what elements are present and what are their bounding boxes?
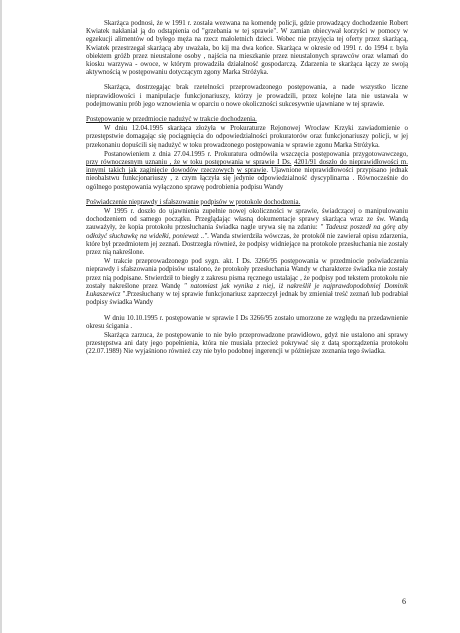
scan-edge bbox=[0, 0, 2, 633]
underlined-text: przy równoczesnym uznaniu , że w toku postępowania w sprawie I Ds. bbox=[86, 159, 292, 167]
text-line: działalność gospodarczą. Zdarzenia te skarżąca łączy ze swoją aktywnością w postępowaniu bbox=[86, 61, 409, 77]
paragraph-refusal-decision bbox=[86, 151, 408, 192]
page-number: 6 bbox=[402, 597, 406, 606]
text-line: sprawy skarżąca wraz ze św. Wandą bbox=[299, 216, 409, 224]
text-line: pokrywać się z datą sporządzenia protokołu (22.07.1989) Nie wyjaśniono również czy nie bbox=[86, 340, 408, 356]
text-line: przedmiocie poświadczenia nieprawdy i sfałszowania podpisów ustalono, że protokoły bbox=[86, 258, 408, 274]
text-line: nie zawierał opisu zdarzenia, które był przedmiotem jej zeznań. Dostrzegła również, że bbox=[86, 232, 408, 248]
underlined-text: w sprawie bbox=[236, 167, 267, 175]
text-line: w charakterze świadka nie zostały przez nią podpisane. bbox=[86, 266, 408, 282]
text-line: 1994 r. była obiektem gróźb przez nieustalone osoby , najścia na mieszkanie przez bbox=[86, 44, 408, 60]
text-line: ".Przesłuchany w tej sprawie funkcjonariusz bbox=[122, 291, 247, 299]
text-line: względu na przedawnienie okresu ścigania . bbox=[86, 314, 408, 330]
section-heading-abuses: Postępowanie w przedmiocie nadużyć w trakcie dochodzenia. bbox=[86, 116, 257, 124]
text-line: W trakcie przeprowadzonego pod sygn. akt. I Ds. 3266/95 postępowania w bbox=[104, 258, 327, 266]
text-line: W dniu 12.04.1995 skarżąca złożyła w Prokuraturze Rejonowej Wrocław Krzyki bbox=[104, 125, 354, 133]
quoted-text: " Tadeusz poszedł na górę aby odłożyć bbox=[86, 224, 408, 240]
text-line: . Wanda bbox=[207, 232, 230, 240]
text-line: zawiadomienie o przestępstwie domagając się pociągnięcia do odpowiedzialności bbox=[86, 125, 408, 141]
text-line: przestrzegał skarżącą aby uważała, bo kij ma dwa końce. Skarżąca w okresie od 1991 r. do bbox=[111, 44, 372, 52]
text-line: stwierdziła wówczas, że protokół bbox=[231, 232, 325, 240]
paragraph-discontinuation bbox=[86, 315, 408, 331]
text-line: przez kolejne lata nie ustawała w podejmowaniu prób jego wznowienia w oparciu o nowe bbox=[86, 92, 408, 108]
text-line: W 1995 r. doszło do ujawnienia zupełnie nowej okoliczności w sprawie, świadczącej bbox=[104, 208, 356, 216]
text-line: . Ujawnione nieprawidłowości przypisano jednak nieobalstwu funkcjonariuszy , z bbox=[86, 167, 408, 183]
paragraph-reopening-attempts bbox=[86, 84, 408, 109]
text-line: zauważyły, że kopia protokołu bbox=[86, 224, 173, 232]
document-body bbox=[86, 20, 408, 364]
text-line: ustalono ani sprawy przestępstwa ani daty jego popełnienia, która nie musiała przecież bbox=[86, 331, 408, 348]
text-line: Postanowieniem z dnia 27.04.1995 r. Prokuratura odmówiła wszczęcia postępowania bbox=[104, 150, 350, 158]
paragraph-forgery-proceedings bbox=[86, 258, 408, 307]
text-line: dotyczącym zgony Marka Stróżyka. bbox=[168, 69, 269, 77]
text-line: czym łączyła się jedynie odpowiedzialność dyscyplinarna . Równocześnie do ogólnego bbox=[86, 175, 408, 191]
paragraph-new-circumstance bbox=[86, 208, 408, 257]
text-line: prokuratorów oraz funkcjonariuszy policji, w jej przekonaniu dopuścili się nadużyć w toku bbox=[86, 133, 408, 149]
quoted-text: " natomiast jak wynika z niej, iż nakreślił je bbox=[183, 282, 320, 290]
text-line: Skarżąca zarzuca, że postępowanie to nie było przeprowadzone prawidłowo, gdyż nie bbox=[104, 331, 349, 339]
text-line: postępowania wyłączono sprawę podrobienia podpisu Wandy bbox=[113, 183, 284, 191]
text-line: przesłuchania Wandy bbox=[251, 266, 311, 274]
text-line: Stwierdził to biegły z zakresu pisma ręcznego ustalając , że podpisy pod tekstem protokołu bbox=[144, 274, 398, 282]
text-line: Skarżąca podnosi, że w 1991 r. została wezwana na komendę policji, gdzie bbox=[104, 20, 315, 27]
text-line: zaprzeczył jednak by zmieniał treść zeznań lub podrabiał podpisy świadka Wandy bbox=[86, 291, 408, 307]
text-line: nieustalonych sprawców oraz włamań do kiosku warzywa - owoce, w którym prowadziła bbox=[86, 52, 408, 69]
text-line: nie zostały nakreślone przez Wandę bbox=[86, 274, 408, 290]
text-line: wszystko liczne nieprawidłowości i manipulacje funkcjonariuszy, którzy je prowadzili, bbox=[86, 84, 408, 100]
paragraph-complaint bbox=[86, 125, 408, 150]
section-heading-forgery: Poświadczenie nieprawdy i sfałszowanie podpisów w protokole dochodzenia. bbox=[86, 198, 301, 206]
text-line: przygotowawczego, bbox=[352, 150, 408, 158]
quoted-text: najprawdopodobniej Dominik Łukaszewicz bbox=[86, 282, 408, 299]
text-line: okoliczności sukcesywnie ujawniane w tej sprawie. bbox=[242, 100, 385, 108]
text-line: W dniu 10.10.1995 r. postępowanie w sprawie I Ds 3266/95 zostało umorzone ze bbox=[104, 314, 332, 322]
text-line: na rzecz małoletnich dzieci. Wobec nie przyjęcia tej oferty przez skarżącą, Kwiatek bbox=[86, 36, 408, 52]
text-line: było podobnej ingerencji w późniejsze zeznania tego świadka. bbox=[213, 348, 386, 356]
text-line: prowadzonego postępowania w sprawie zgonu Marka Stróżyka. bbox=[203, 141, 380, 149]
text-line: sprawie". W zamian obiecywał korzyści w pomocy w egzekucji alimentów od byłego męża bbox=[86, 28, 408, 44]
paragraph-threats bbox=[86, 20, 408, 77]
text-line: prowadzący dochodzenie Robert Kwiatek nakłaniał ją do odstąpienia od "grzebania w tej bbox=[86, 20, 408, 36]
text-line: przesłuchania świadka nagle urywa się na zdaniu: bbox=[175, 224, 321, 232]
paragraph-objection bbox=[86, 332, 408, 357]
underlined-text: 4201/91 doszło do nieprawidłowości m. innymi takich jak zaginięcie dowodów rzeczowych bbox=[86, 159, 408, 175]
quoted-text: słuchawkę na widełki, ponieważ .." bbox=[109, 232, 208, 240]
text-line: o manipulowaniu dochodzeniem od samego początku. Przeglądając własną dokumentacje bbox=[86, 208, 408, 224]
text-line: podpisy widniejące na protokole przesłuchania nie zostały przez nią nakreślone. bbox=[86, 240, 408, 257]
text-line: Skarżąca, dostrzegając brak rzetelności przeprowadzonego postępowania, a nade bbox=[104, 84, 355, 92]
